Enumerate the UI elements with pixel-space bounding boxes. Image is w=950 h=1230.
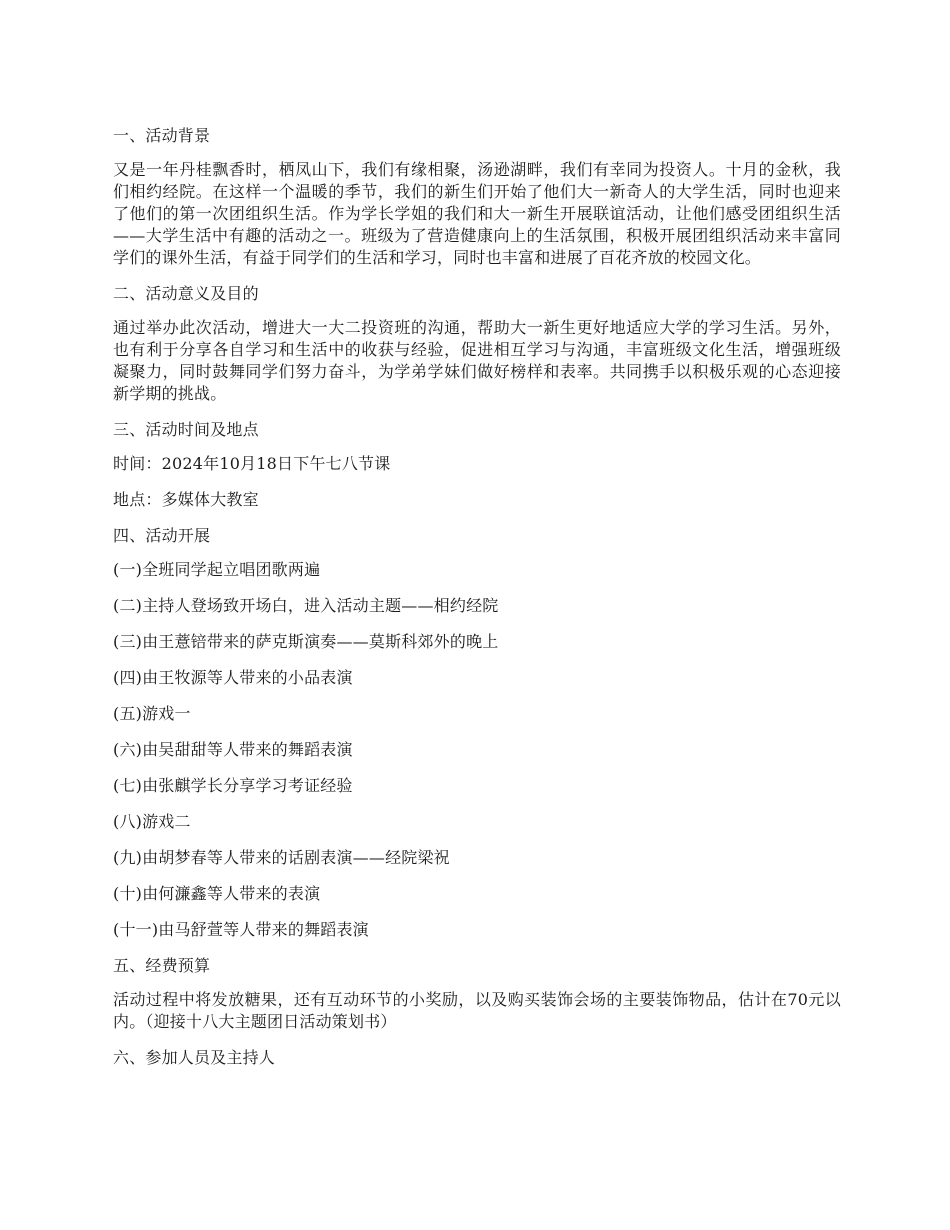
activity-item: (四)由王牧源等人带来的小品表演 xyxy=(113,668,353,687)
activity-item: (六)由吴甜甜等人带来的舞蹈表演 xyxy=(113,740,353,759)
activity-item: (八)游戏二 xyxy=(113,812,191,831)
section-heading-time-place: 三、活动时间及地点 xyxy=(113,420,259,439)
purpose-paragraph: 通过举办此次活动，增进大一大二投资班的沟通，帮助大一新生更好地适应大学的学习生活。另外，也有利于分享各自学习和生活中的收获与经验，促进相互学习与沟通，丰富班级文化生活，增强班级凝聚力，同时鼓舞同学们努力奋斗，为学弟学妹们做好榜样和表率。共同携手以积极乐观的心态迎接新学期的挑战。 xyxy=(113,318,841,403)
activity-item: (七)由张麒学长分享学习考证经验 xyxy=(113,776,353,795)
activity-item: (一)全班同学起立唱团歌两遍 xyxy=(113,560,321,579)
activity-item: (十)由何濂鑫等人带来的表演 xyxy=(113,884,321,903)
section-heading-budget: 五、经费预算 xyxy=(113,956,211,975)
section-heading-participants: 六、参加人员及主持人 xyxy=(113,1048,276,1067)
section-heading-activities: 四、活动开展 xyxy=(113,526,211,545)
document-page xyxy=(113,125,841,1081)
section-heading-purpose: 二、活动意义及目的 xyxy=(113,284,259,303)
activity-item: (二)主持人登场致开场白，进入活动主题——相约经院 xyxy=(113,596,499,615)
activity-item: (三)由王薏锫带来的萨克斯演奏——莫斯科郊外的晚上 xyxy=(113,632,499,651)
place-line: 地点：多媒体大教室 xyxy=(113,490,259,509)
section-heading-background: 一、活动背景 xyxy=(113,126,211,145)
background-paragraph: 又是一年丹桂飘香时，栖凤山下，我们有缘相聚，汤逊湖畔，我们有幸同为投资人。十月的金秋，我们相约经院。在这样一个温暖的季节，我们的新生们开始了他们大一新奇人的大学生活，同时也迎来了他们的第一次团组织生活。作为学长学姐的我们和大一新生开展联谊活动，让他们感受团组织生活——大学生活中有趣的活动之一。班级为了营造健康向上的生活氛围，积极开展团组织活动来丰富同学们的课外生活，有益于同学们的生活和学习，同时也丰富和进展了百花齐放的校园文化。 xyxy=(113,160,841,267)
activity-item: (五)游戏一 xyxy=(113,704,191,723)
time-line: 时间：2024年10月18日下午七八节课 xyxy=(113,454,391,473)
activity-item: (九)由胡梦春等人带来的话剧表演——经院梁祝 xyxy=(113,848,450,867)
activity-item: (十一)由马舒萱等人带来的舞蹈表演 xyxy=(113,920,369,939)
budget-paragraph: 活动过程中将发放糖果，还有互动环节的小奖励，以及购买装饰会场的主要装饰物品，估计在70元以内。（迎接十八大主题团日活动策划书） xyxy=(113,990,841,1031)
